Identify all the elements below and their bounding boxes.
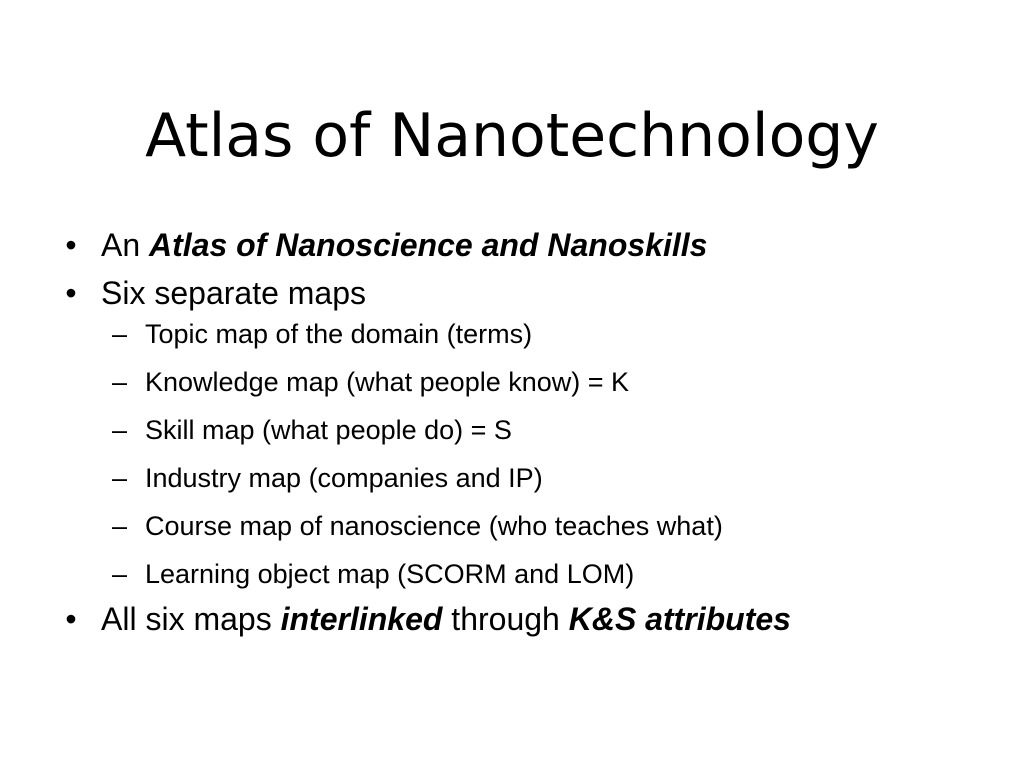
bullet-text-middle: through <box>442 601 569 637</box>
bullet-item-atlas <box>56 226 1006 264</box>
bullet-text: An <box>101 227 150 263</box>
dash-icon: – <box>112 463 128 493</box>
bullet-text: Six separate maps <box>101 275 367 311</box>
sub-bullet-item <box>56 366 1006 398</box>
dash-icon: – <box>112 319 128 349</box>
sub-bullet-text: Knowledge map (what people know) = K <box>145 367 630 397</box>
slide-title: Atlas of Nanotechnology <box>145 101 879 171</box>
sub-bullet-list <box>56 318 1006 590</box>
sub-bullet-text: Skill map (what people do) = S <box>145 415 512 445</box>
bullet-item-interlinked <box>56 600 1006 638</box>
dash-icon: – <box>112 559 128 589</box>
sub-bullet-item <box>56 558 1006 590</box>
bullet-icon: • <box>65 227 77 263</box>
dash-icon: – <box>112 511 128 541</box>
sub-bullet-item <box>56 510 1006 542</box>
dash-icon: – <box>112 367 128 397</box>
bullet-icon: • <box>65 601 77 637</box>
sub-bullet-item <box>56 462 1006 494</box>
sub-bullet-item <box>56 318 1006 350</box>
dash-icon: – <box>112 415 128 445</box>
bullet-emphasis: Atlas of Nanoscience and Nanoskills <box>149 227 708 263</box>
sub-bullet-text: Course map of nanoscience (who teaches what) <box>145 511 723 541</box>
bullet-item-maps <box>56 274 1006 590</box>
sub-bullet-text: Industry map (companies and IP) <box>145 463 543 493</box>
bullet-text: All six maps <box>101 601 281 637</box>
sub-bullet-item <box>56 414 1006 446</box>
bullet-emphasis: K&S attributes <box>568 601 791 637</box>
bullet-emphasis: interlinked <box>280 601 443 637</box>
sub-bullet-text: Learning object map (SCORM and LOM) <box>145 559 635 589</box>
sub-bullet-text: Topic map of the domain (terms) <box>145 319 533 349</box>
bullet-icon: • <box>65 275 77 311</box>
bullet-list <box>56 226 1006 648</box>
